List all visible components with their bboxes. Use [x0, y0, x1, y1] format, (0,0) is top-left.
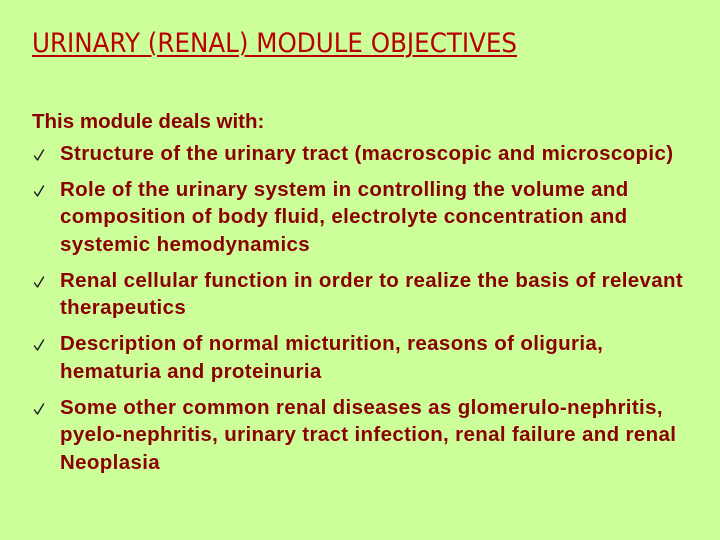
- checkmark-icon: [32, 140, 52, 167]
- checkmark-icon: [32, 176, 52, 203]
- objective-item: [32, 394, 704, 477]
- objective-text: Some other common renal diseases as glomerulo-nephritis, pyelo-nephritis, urinary tract infection, renal failure and renal Neoplasia: [60, 395, 677, 474]
- objective-text: Structure of the urinary tract (macroscopic and microscopic): [60, 141, 674, 165]
- objective-item: [32, 330, 704, 385]
- checkmark-icon: [32, 330, 52, 357]
- objective-text: Renal cellular function in order to realize the basis of relevant therapeutics: [60, 268, 684, 319]
- objectives-list: [32, 140, 704, 477]
- slide-title: URINARY (RENAL) MODULE OBJECTIVES: [32, 28, 518, 59]
- objective-item: [32, 267, 704, 322]
- objective-item: [32, 176, 704, 259]
- slide-body: [32, 108, 704, 485]
- intro-text: This module deals with:: [32, 110, 265, 133]
- objective-item: [32, 140, 704, 168]
- checkmark-icon: [32, 394, 52, 421]
- checkmark-icon: [32, 267, 52, 294]
- objective-text: Role of the urinary system in controlling the volume and composition of body fluid, electrolyte concentration and systemic hemodynamics: [60, 177, 629, 256]
- objective-text: Description of normal micturition, reasons of oliguria, hematuria and proteinuria: [60, 332, 604, 383]
